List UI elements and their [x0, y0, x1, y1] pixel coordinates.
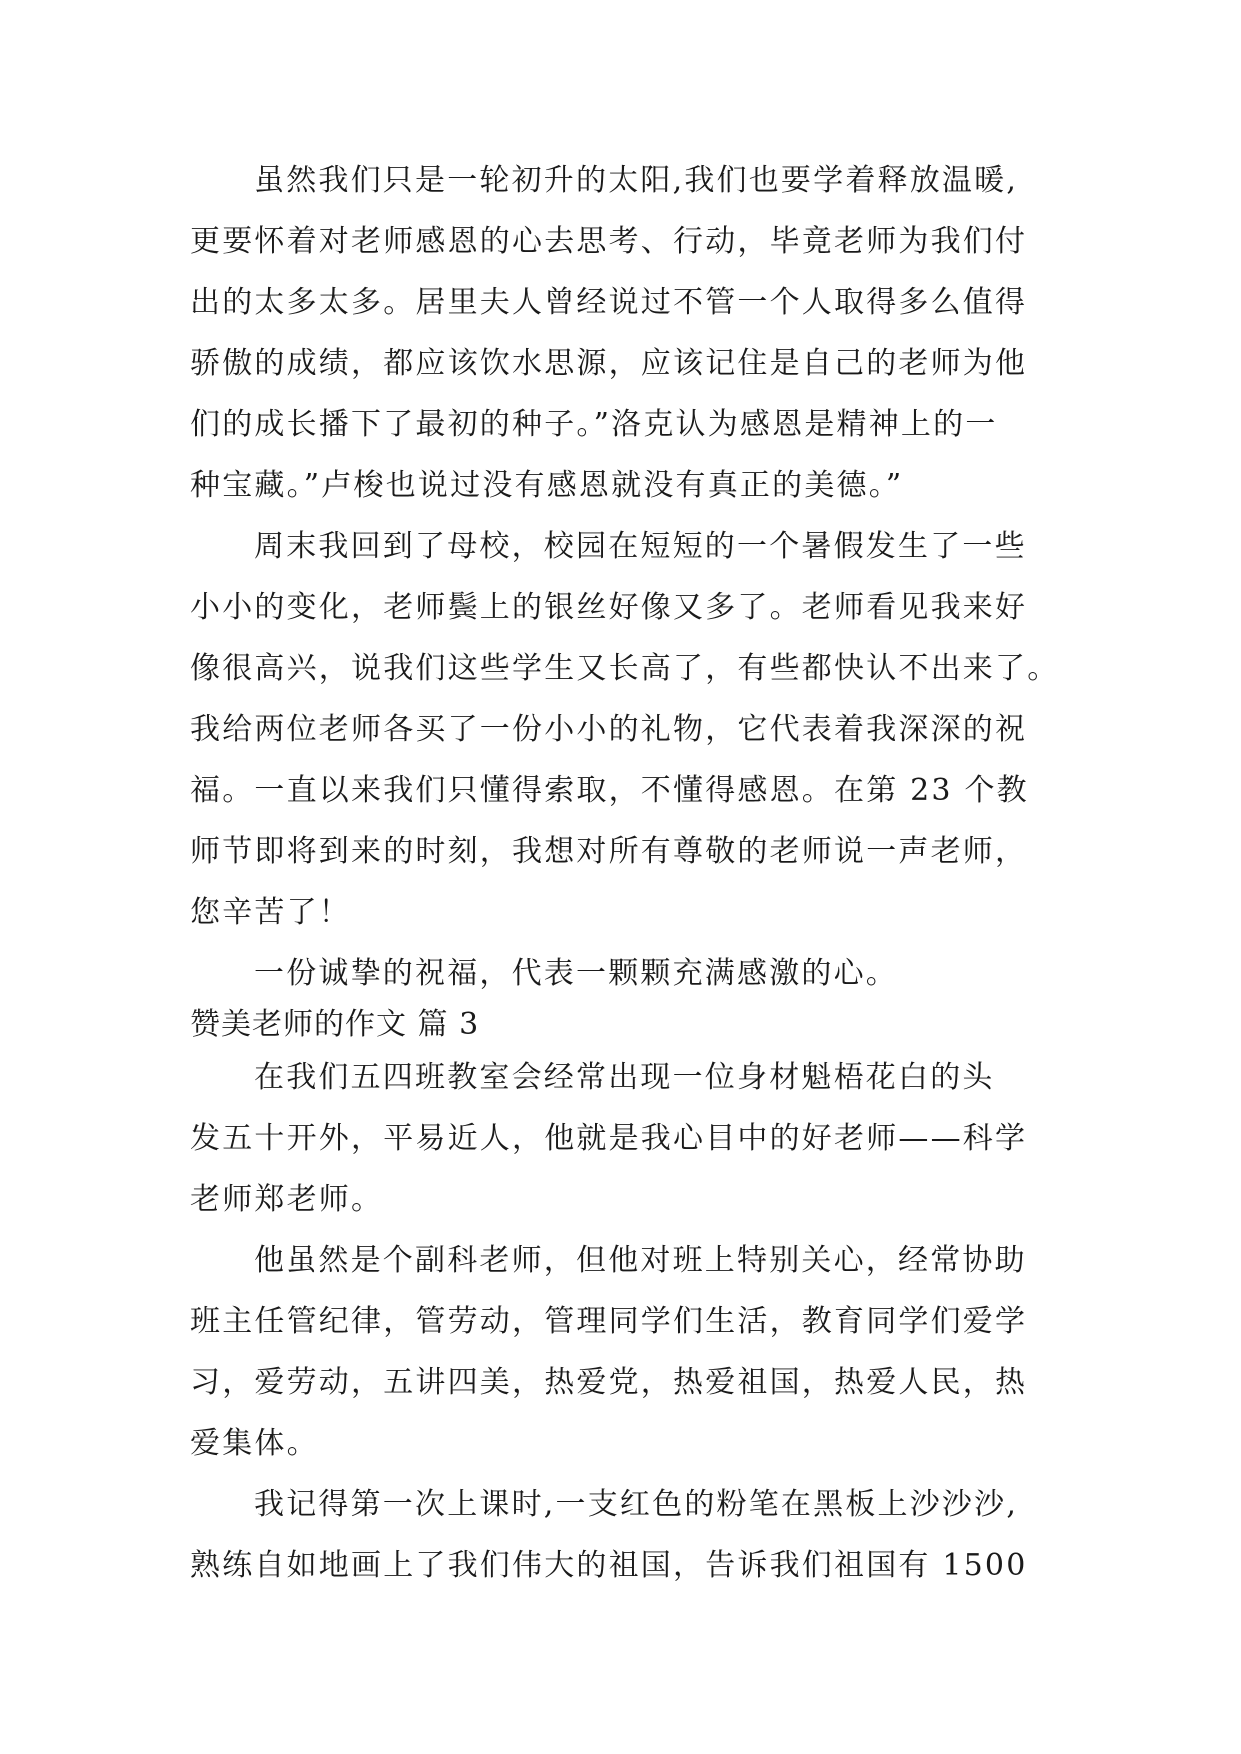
section-heading: 赞美老师的作文 篇 3 — [190, 1007, 480, 1042]
text-line: 们的成长播下了最初的种子。”洛克认为感恩是精神上的一 — [190, 407, 998, 442]
text-line: 福。一直以来我们只懂得索取，不懂得感恩。在第 23 个教 — [190, 773, 1029, 808]
text-line: 种宝藏。”卢梭也说过没有感恩就没有真正的美德。” — [190, 468, 904, 503]
text-line: 我给两位老师各买了一份小小的礼物，它代表着我深深的祝 — [190, 712, 1028, 747]
text-line: 班主任管纪律，管劳动，管理同学们生活，教育同学们爱学 — [190, 1304, 1028, 1339]
text-line: 出的太多太多。居里夫人曾经说过不管一个人取得多么值得 — [190, 285, 1028, 320]
text-line: 更要怀着对老师感恩的心去思考、行动，毕竟老师为我们付 — [190, 224, 1028, 259]
text-line: 在我们五四班教室会经常出现一位身材魁梧花白的头 — [254, 1060, 995, 1095]
text-line: 我记得第一次上课时,一支红色的粉笔在黑板上沙沙沙, — [254, 1487, 1019, 1522]
text-line: 骄傲的成绩，都应该饮水思源，应该记住是自己的老师为他 — [190, 346, 1028, 381]
text-line: 师节即将到来的时刻，我想对所有尊敬的老师说一声老师， — [190, 834, 1028, 869]
text-line: 熟练自如地画上了我们伟大的祖国，告诉我们祖国有 1500 — [190, 1548, 1028, 1583]
text-line: 他虽然是个副科老师，但他对班上特别关心，经常协助 — [254, 1243, 1027, 1278]
text-line: 老师郑老师。 — [190, 1182, 384, 1217]
text-line: 爱集体。 — [190, 1426, 319, 1461]
text-line: 周末我回到了母校，校园在短短的一个暑假发生了一些 — [254, 529, 1027, 564]
text-line: 您辛苦了！ — [190, 895, 351, 930]
text-line: 小小的变化，老师鬓上的银丝好像又多了。老师看见我来好 — [190, 590, 1028, 625]
text-line: 习，爱劳动，五讲四美，热爱党，热爱祖国，热爱人民，热 — [190, 1365, 1028, 1400]
text-line: 像很高兴，说我们这些学生又长高了，有些都快认不出来了。 — [190, 651, 1060, 686]
text-line: 虽然我们只是一轮初升的太阳,我们也要学着释放温暖, — [254, 163, 1019, 198]
text-line: 发五十开外，平易近人，他就是我心目中的好老师——科学 — [190, 1121, 1028, 1156]
text-line: 一份诚挚的祝福，代表一颗颗充满感激的心。 — [254, 956, 898, 991]
